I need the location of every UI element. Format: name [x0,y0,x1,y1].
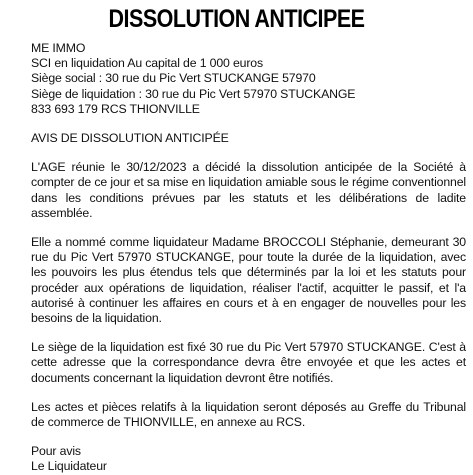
rcs-number: 833 693 179 RCS THIONVILLE [31,101,200,116]
company-form-capital: SCI en liquidation Au capital de 1 000 euros [31,56,263,71]
notice-heading: AVIS DE DISSOLUTION ANTICIPÉE [31,131,229,146]
paragraph-liquidator: Elle a nommé comme liquidateur Madame BROCCOLI Stéphanie, demeurant 30 rue du Pic Vert 57970 STUCKANGE, pour toute la durée de la liquidation, avec les pouvoirs les plus étendus tels que déterminés par la loi et les statuts pour procéder aux opérations de liquidation, réaliser l'actif, acquitter le passif, et l'a autorisé à continuer les affaires en cours et à en engager de nouvelles pour les besoins de la liquidation. [31,235,466,326]
paragraph-dissolution: L'AGE réunie le 30/12/2023 a décidé la dissolution anticipée de la Société à compter de ce jour et sa mise en liquidation amiable sous le régime conventionnel dans les conditions prévues par les statuts et les délibérations de ladite assemblée. [31,160,466,220]
registered-office: Siège social : 30 rue du Pic Vert STUCKANGE 57970 [31,71,316,86]
signoff-closing: Pour avis [31,444,81,459]
company-name: ME IMMO [31,41,86,55]
liquidation-office: Siège de liquidation : 30 rue du Pic Vert 57970 STUCKANGE [31,86,356,101]
paragraph-filing: Les actes et pièces relatifs à la liquidation seront déposés au Greffe du Tribunal de commerce de THIONVILLE, en annexe au RCS. [31,399,466,430]
notice-title: DISSOLUTION ANTICIPEE [108,5,365,33]
notice-body [31,41,466,475]
signoff-signatory: Le Liquidateur [31,459,107,474]
signoff [31,444,466,474]
paragraph-block-4 [31,400,466,430]
paragraph-block-3 [31,340,466,386]
paragraph-block-2 [31,235,466,326]
paragraph-liquidation-seat: Le siège de la liquidation est fixé 30 rue du Pic Vert 57970 STUCKANGE. C'est à cette adresse que la correspondance devra être envoyée et que les actes et documents concernant la liquidation devront être notifiés. [31,340,466,385]
paragraph-block-1 [31,160,466,221]
company-header [31,41,466,117]
